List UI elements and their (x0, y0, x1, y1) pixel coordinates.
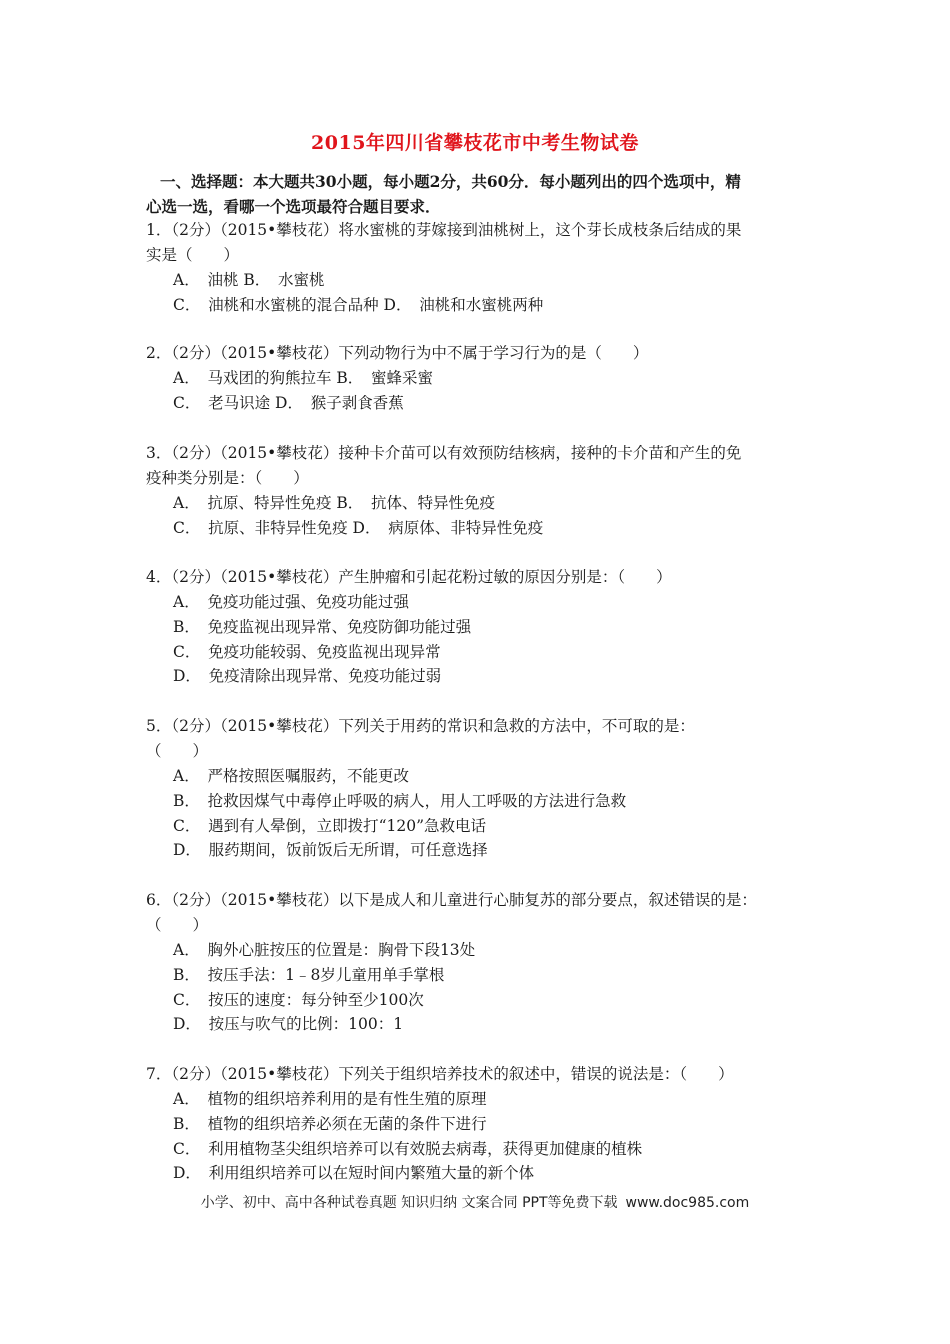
option-line: A． 马戏团的狗熊拉车 B． 蜜蜂采蜜 (173, 369, 434, 387)
stem-line: 2．（2分）（2015•攀枝花）下列动物行为中不属于学习行为的是（ ） (146, 344, 649, 362)
option-line: C． 老马识途 D． 猴子剥食香蕉 (173, 393, 404, 412)
stem-line: （ ） (146, 742, 209, 760)
stem-line: 5．（2分）（2015•攀枝花）下列关于用药的常识和急救的方法中，不可取的是： (146, 717, 695, 735)
stem-line: 疫种类分别是：（ ） (146, 469, 309, 487)
page-footer (0, 1192, 950, 1212)
question-5 (146, 714, 816, 863)
stem-line: （ ） (146, 916, 209, 934)
question-3 (146, 441, 816, 541)
section-heading-line-1: 一、选择题：本大题共30小题，每小题2分，共60分．每小题列出的四个选项中，精 (160, 172, 741, 191)
option-line: D． 免疫清除出现异常、免疫功能过弱 (173, 667, 442, 686)
question-stem (146, 888, 816, 938)
question-stem (146, 218, 816, 268)
section-heading (146, 169, 806, 219)
option-line: B． 免疫监视出现异常、免疫防御功能过强 (173, 617, 472, 636)
stem-line: 6．（2分）（2015•攀枝花）以下是成人和儿童进行心肺复苏的部分要点，叙述错误的是： (146, 891, 757, 909)
question-6 (146, 888, 816, 1037)
option-line: B． 植物的组织培养必须在无菌的条件下进行 (173, 1114, 487, 1133)
option-line: C． 遇到有人晕倒，立即拨打“120”急救电话 (173, 816, 487, 835)
question-7 (146, 1062, 816, 1186)
stem-line: 4．（2分）（2015•攀枝花）产生肿瘤和引起花粉过敏的原因分别是：（ ） (146, 568, 672, 586)
option-line: C． 免疫功能较弱、免疫监视出现异常 (173, 642, 441, 661)
option-line: C． 利用植物茎尖组织培养可以有效脱去病毒，获得更加健康的植株 (173, 1139, 643, 1158)
option-line: A． 免疫功能过强、免疫功能过强 (173, 593, 409, 611)
document-title: 2015年四川省攀枝花市中考生物试卷 (311, 132, 639, 154)
question-stem (146, 1062, 816, 1087)
footer-site-link[interactable]: www.doc985.com (625, 1195, 750, 1211)
question-stem (146, 341, 816, 366)
question-2 (146, 341, 816, 416)
option-line: D． 利用组织培养可以在短时间内繁殖大量的新个体 (173, 1164, 535, 1183)
option-line: D． 服药期间，饭前饭后无所谓，可任意选择 (173, 841, 488, 860)
stem-line: 3．（2分）（2015•攀枝花）接种卡介苗可以有效预防结核病，接种的卡介苗和产生的免 (146, 444, 742, 462)
option-line: D． 按压与吹气的比例：100：1 (173, 1015, 404, 1034)
option-line: C． 油桃和水蜜桃的混合品种 D． 油桃和水蜜桃两种 (173, 295, 544, 314)
option-line: C． 按压的速度：每分钟至少100次 (173, 990, 424, 1009)
option-line: A． 油桃 B． 水蜜桃 (173, 271, 325, 289)
stem-line: 实是（ ） (146, 246, 240, 264)
question-stem (146, 714, 816, 764)
footer-text: 小学、初中、高中各种试卷真题 知识归纳 文案合同 PPT等免费下载 (200, 1195, 618, 1211)
question-stem (146, 441, 816, 491)
stem-line: 7．（2分）（2015•攀枝花）下列关于组织培养技术的叙述中，错误的说法是：（ ） (146, 1065, 734, 1083)
option-line: A． 严格按照医嘱服药，不能更改 (173, 767, 409, 785)
option-line: A． 植物的组织培养利用的是有性生殖的原理 (173, 1090, 487, 1108)
question-stem (146, 565, 816, 590)
option-line: C． 抗原、非特异性免疫 D． 病原体、非特异性免疫 (173, 518, 544, 537)
stem-line: 1．（2分）（2015•攀枝花）将水蜜桃的芽嫁接到油桃树上，这个芽长成枝条后结成的果 (146, 221, 742, 239)
option-line: B． 按压手法：1﹣8岁儿童用单手掌根 (173, 965, 445, 984)
option-line: A． 抗原、特异性免疫 B． 抗体、特异性免疫 (173, 494, 496, 512)
question-1 (146, 218, 816, 318)
section-heading-line-2: 心选一选，看哪一个选项最符合题目要求． (146, 197, 441, 216)
option-line: B． 抢救因煤气中毒停止呼吸的病人，用人工呼吸的方法进行急救 (173, 791, 627, 810)
question-4 (146, 565, 816, 689)
option-line: A． 胸外心脏按压的位置是：胸骨下段13处 (173, 941, 476, 959)
